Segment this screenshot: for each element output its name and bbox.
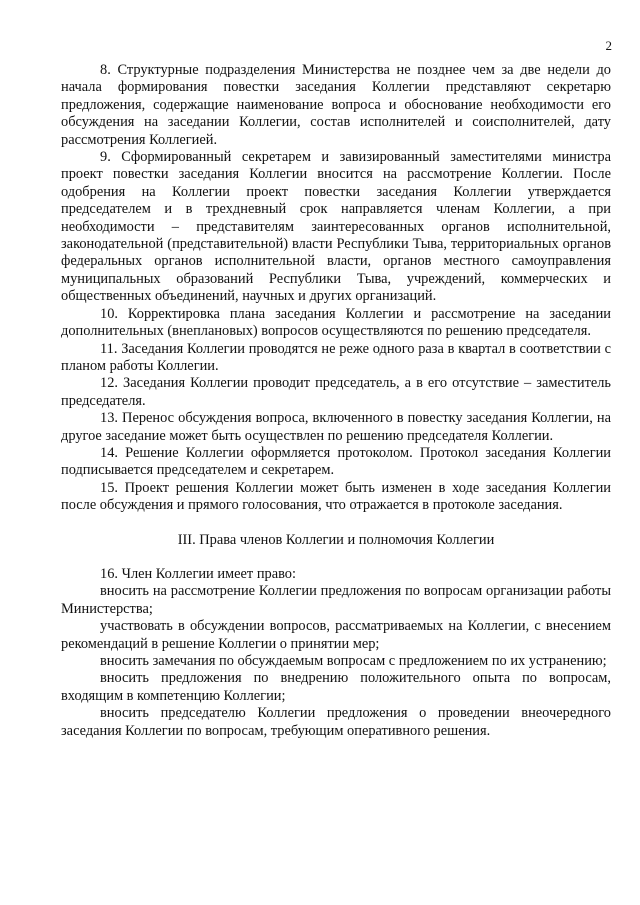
paragraph-11: 11. Заседания Коллегии проводятся не реже одного раза в квартал в соответствии с планом работы Коллегии.	[61, 340, 611, 374]
right-item-proposals: вносить на рассмотрение Коллегии предложения по вопросам организации работы Министерства;	[61, 583, 611, 617]
right-item-extra-meeting: вносить председателю Коллегии предложения о проведении внеочередного заседания Коллегии по вопросам, требующим оперативного решения.	[61, 705, 611, 739]
paragraph-9: 9. Сформированный секретарем и завизированный заместителями министра проект повестки заседания Коллегии вносится на рассмотрение Коллегии. После одобрения на Коллегии проект повестки заседания Коллегии утверждается председателем и в трехдневный срок направляется членам Коллегии, а при необходимости – представителям заинтересованных органов исполнительной, законодательной (представительной) власти Республики Тыва, территориальных органов федеральных органов исполнительной власти, органов местного самоуправления муниципальных образований Республики Тыва, учреждений, коммерческих и общественных объединений, научных и других организаций.	[61, 149, 611, 305]
paragraph-12: 12. Заседания Коллегии проводит председатель, а в его отсутствие – заместитель председателя.	[61, 375, 611, 409]
paragraph-10: 10. Корректировка плана заседания Коллегии и рассмотрение на заседании дополнительных (внеплановых) вопросов осуществляются по решению председателя.	[61, 305, 611, 340]
paragraph-13: 13. Перенос обсуждения вопроса, включенного в повестку заседания Коллегии, на другое заседание может быть осуществлен по решению председателя Коллегии.	[61, 410, 611, 444]
paragraph-16: 16. Член Коллегии имеет право:	[100, 565, 296, 582]
paragraph-15: 15. Проект решения Коллегии может быть изменен в ходе заседания Коллегии после обсуждения и прямого голосования, что отражается в протоколе заседания.	[61, 479, 611, 514]
right-item-experience: вносить предложения по внедрению положительного опыта по вопросам, входящим в компетенцию Коллегии;	[61, 670, 611, 704]
paragraph-14: 14. Решение Коллегии оформляется протоколом. Протокол заседания Коллегии подписывается председателем и секретарем.	[61, 444, 611, 479]
document-body	[61, 62, 611, 740]
paragraph-8: 8. Структурные подразделения Министерства не позднее чем за две недели до начала формирования повестки заседания Коллегии представляют секретарю предложения, содержащие наименование вопроса и обоснование необходимости его обсуждения на заседании Коллегии, состав исполнителей и соисполнителей, дату рассмотрения Коллегией.	[61, 62, 611, 148]
right-item-remarks: вносить замечания по обсуждаемым вопросам с предложением по их устранению;	[100, 653, 607, 669]
right-item-discussion: участвовать в обсуждении вопросов, рассматриваемых на Коллегии, с внесением рекомендаций в решение Коллегии о принятии мер;	[61, 618, 611, 652]
section-heading: III. Права членов Коллегии и полномочия Коллегии	[177, 531, 495, 548]
page-number: 2	[605, 38, 612, 53]
